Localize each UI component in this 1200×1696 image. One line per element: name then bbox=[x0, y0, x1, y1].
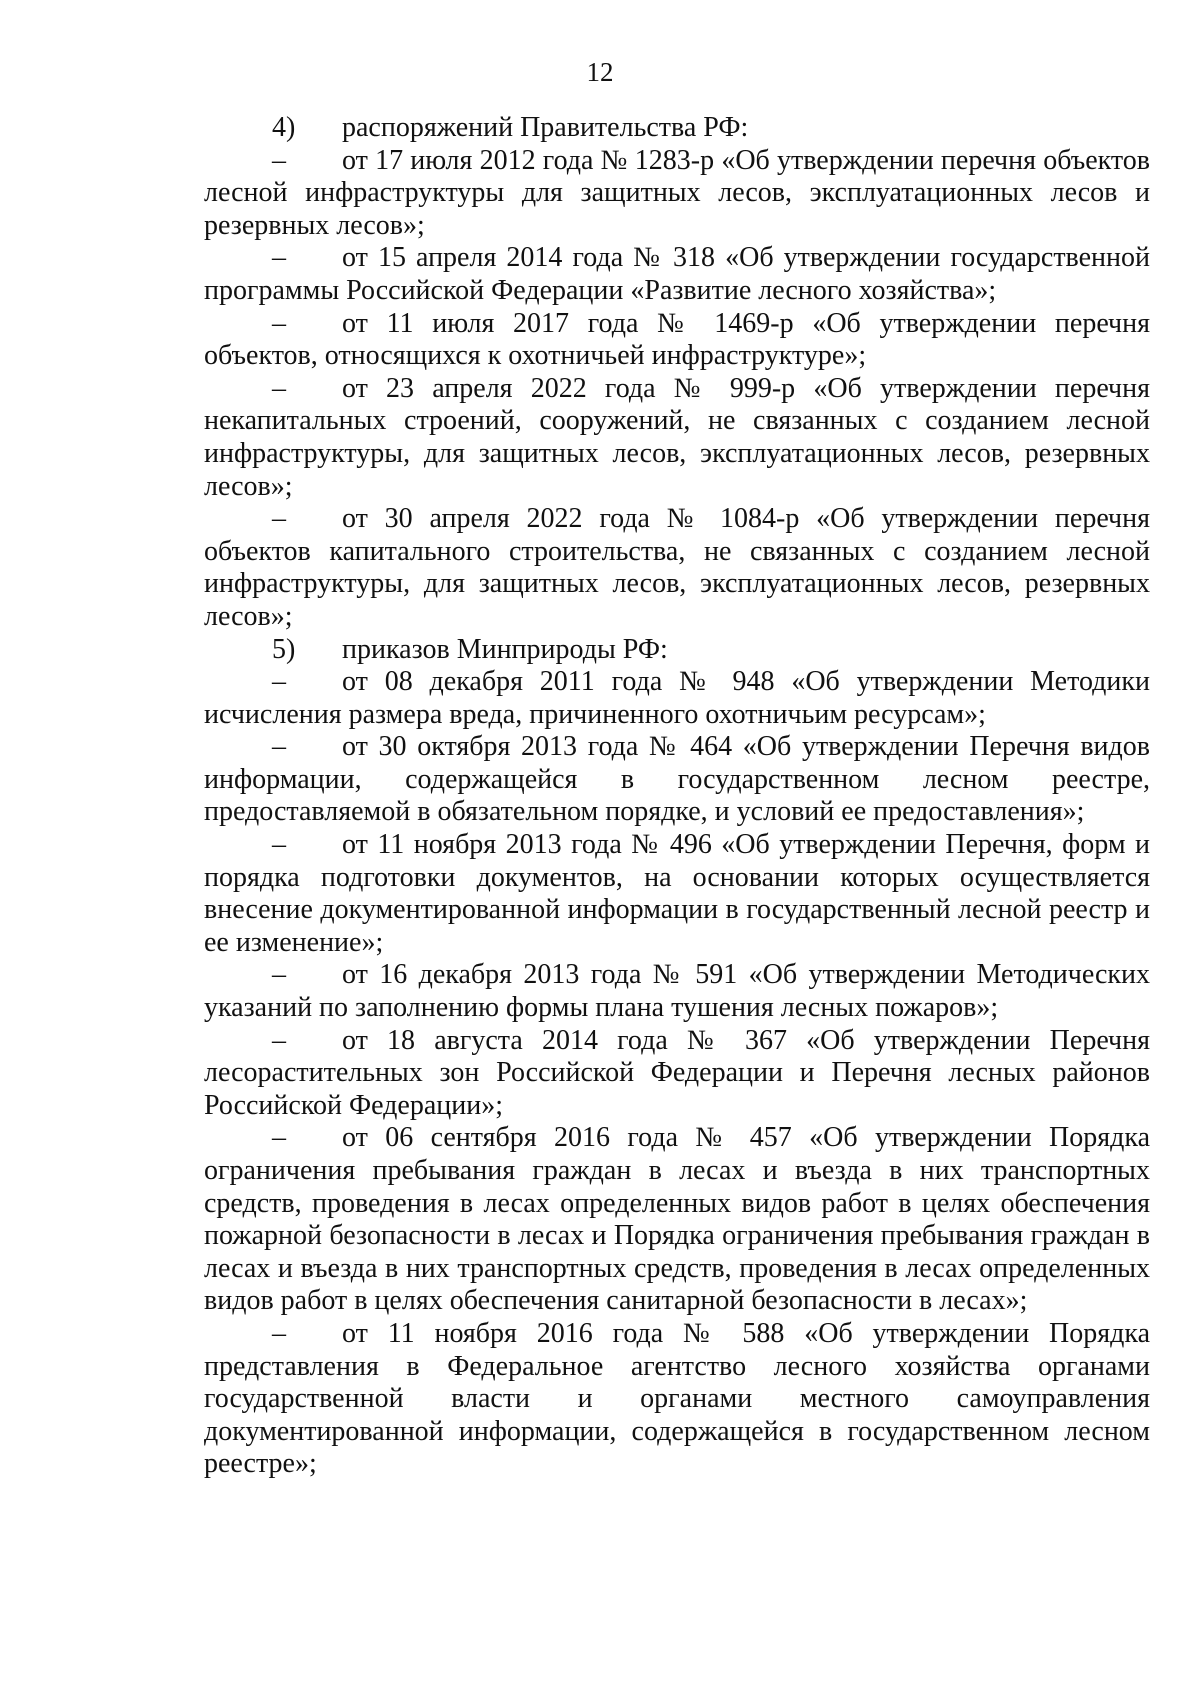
paragraph-text: от 08 декабря 2011 года № 948 «Об утверждении Методики исчисления размера вреда, причиненного охотничьим ресурсам»; bbox=[204, 666, 1150, 730]
paragraph-text: от 11 ноября 2013 года № 496 «Об утверждении Перечня, форм и порядка подготовки документов, на основании которых осуществляется внесение документированной информации в государственный лесной реестр и ее изменение»; bbox=[204, 829, 1150, 958]
dash-marker: – bbox=[272, 666, 286, 698]
dash-marker: – bbox=[272, 731, 286, 763]
list-item bbox=[204, 503, 1150, 633]
list-marker: 5) bbox=[272, 633, 296, 665]
list-item bbox=[204, 308, 1150, 373]
paragraph-text: от 23 апреля 2022 года № 999-р «Об утверждении перечня некапитальных строений, сооружений, не связанных с созданием лесной инфраструктуры, для защитных лесов, эксплуатационных лесов, резервных лесов»; bbox=[204, 372, 1150, 502]
dash-marker: – bbox=[272, 144, 286, 176]
list-item-section-4 bbox=[204, 112, 1150, 145]
paragraph-text: от 16 декабря 2013 года № 591 «Об утверждении Методических указаний по заполнению формы плана тушения лесных пожаров»; bbox=[204, 959, 1150, 1024]
paragraph-text: приказов Минприроды РФ: bbox=[342, 633, 668, 665]
paragraph-text: от 30 октября 2013 года № 464 «Об утверждении Перечня видов информации, содержащейся в государственном лесном реестре, предоставляемой в обязательном порядке, и условий ее предоставления»; bbox=[204, 731, 1150, 828]
dash-marker: – bbox=[272, 1024, 286, 1056]
paragraph-text: распоряжений Правительства РФ: bbox=[342, 112, 749, 143]
list-item bbox=[204, 242, 1150, 307]
paragraph-text: от 18 августа 2014 года № 367 «Об утверждении Перечня лесорастительных зон Российской Федерации и Перечня лесных районов Российской Федерации»; bbox=[204, 1024, 1150, 1121]
list-item-section-5 bbox=[204, 634, 1150, 667]
list-item bbox=[204, 145, 1150, 243]
paragraph-text: от 11 июля 2017 года № 1469-р «Об утверждении перечня объектов, относящихся к охотничьей инфраструктуре»; bbox=[204, 307, 1150, 372]
paragraph-text: от 17 июля 2012 года № 1283-р «Об утверждении перечня объектов лесной инфраструктуры для защитных лесов, эксплуатационных лесов и резервных лесов»; bbox=[204, 144, 1150, 241]
dash-marker: – bbox=[272, 1122, 286, 1154]
paragraph-text: от 11 ноября 2016 года № 588 «Об утверждении Порядка представления в Федеральное агентство лесного хозяйства органами государственной власти и органами местного самоуправления документированной информации, содержащейся в государственном лесном реестре»; bbox=[204, 1317, 1150, 1480]
paragraph-text: от 06 сентября 2016 года № 457 «Об утверждении Порядка ограничения пребывания граждан в лесах и въезда в них транспортных средств, проведения в лесах определенных видов работ в целях обеспечения пожарной безопасности в лесах и Порядка ограничения пребывания граждан в лесах и въезда в них транспортных средств, проведения в лесах определенных видов работ в целях обеспечения санитарной безопасности в лесах»; bbox=[204, 1122, 1150, 1317]
dash-marker: – bbox=[272, 1317, 286, 1349]
document-body bbox=[204, 112, 1150, 1481]
list-item bbox=[204, 1318, 1150, 1481]
list-item bbox=[204, 829, 1150, 959]
dash-marker: – bbox=[272, 959, 286, 991]
list-item bbox=[204, 731, 1150, 829]
dash-marker: – bbox=[272, 829, 286, 861]
page-number: 12 bbox=[586, 57, 614, 87]
paragraph-text: от 15 апреля 2014 года № 318 «Об утверждении государственной программы Российской Федерации «Развитие лесного хозяйства»; bbox=[204, 242, 1150, 306]
dash-marker: – bbox=[272, 242, 286, 274]
dash-marker: – bbox=[272, 307, 286, 339]
list-item bbox=[204, 666, 1150, 731]
list-marker: 4) bbox=[272, 112, 296, 143]
list-item bbox=[204, 1122, 1150, 1318]
list-item bbox=[204, 1025, 1150, 1123]
list-item bbox=[204, 959, 1150, 1024]
paragraph-text: от 30 апреля 2022 года № 1084-р «Об утверждении перечня объектов капитального строительства, не связанных с созданием лесной инфраструктуры, для защитных лесов, эксплуатационных лесов, резервных лесов»; bbox=[204, 503, 1150, 632]
list-item bbox=[204, 373, 1150, 503]
dash-marker: – bbox=[272, 503, 286, 535]
dash-marker: – bbox=[272, 372, 286, 404]
